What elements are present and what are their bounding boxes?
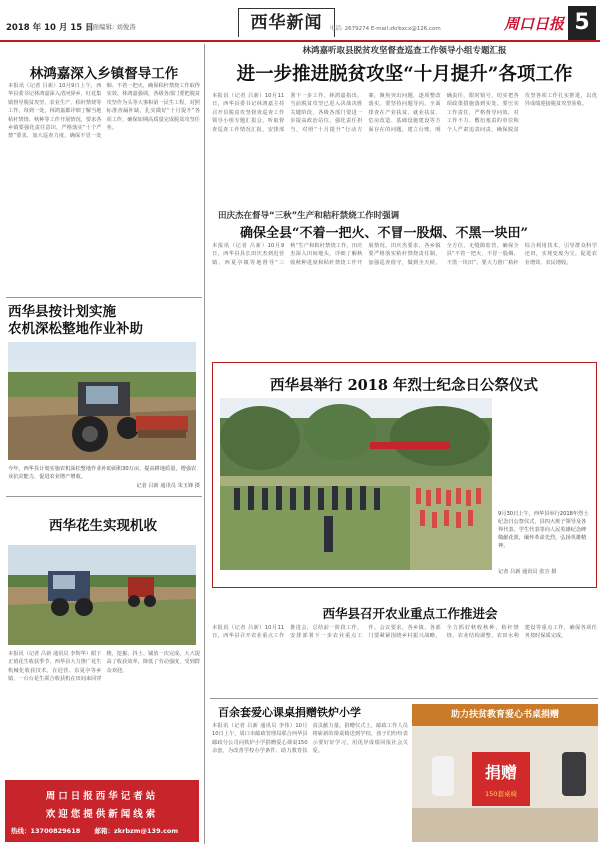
page-number: 5 [568,6,596,40]
article-title-agri-meeting: 西华县召开农业重点工作推进会 [322,606,498,621]
article-body-desk-donation: 本报讯（记者 吕新 通讯员 李伟）10月10日上午，周口市邮政管理局联合西华县邮政分公司向铁炉小学捐赠爱心课桌150余套，为改善学校办学条件、助力教育扶贫贡献力量。捐赠仪式上，邮政工作人员将崭新的课桌椅送到学校，孩子们纷纷表示要好好学习，用优异成绩回报社会关爱。 [212,723,408,755]
article-title-desk-donation: 百余套爱心课桌捐赠铁炉小学 [218,706,361,719]
article-body-lin-inspection: 本报讯（记者 吕新）10月9日上午，西华县委书记林鸿嘉深入清河驿乡、红花集镇督导脱贫攻坚、农业生产、秸秆禁烧等工作。每到一处，林鸿嘉都详细了解当地秸秆禁烧、秋种等工作开展情况，要求各乡镇要强化责任意识，严格落实“十个严禁”要求，加大巡查力度，确保不冒一处烟、不着一把火，确保秸秆禁烧工作取得实效。林鸿嘉强调，各级各部门要把脱贫攻坚作为头等大事和第一民生工程，对照标准查漏补缺，扎实做好“十月提升”各项工作，确保如期高质量完成脱贫攻坚任务。 [8,83,200,140]
donation-banner: 助力扶贫教育爱心书桌捐赠 [412,704,598,726]
article-title-peanut-harvest: 西华花生实现机收 [49,518,157,534]
article-body-agri-meeting: 本报讯（记者 吕新）10月11日，西华县召开农业重点工作推进会，总结前一阶段工作，安排部署下一步农业重点工作。会议要求，各乡镇、各部门要紧紧围绕乡村振兴战略，全力抓好秋收秋种、秸秆禁烧、农业结构调整、农田水利建设等重点工作，确保各项任务按时保质完成。 [212,625,597,640]
tractor-photo-credit: 记者 吕新 通讯员 朱玉锋 摄 [136,483,200,489]
article-body-straw-ban: 本报讯（记者 吕新）10月9日，西华县县长田庆杰到迟营镇、西夏亭镇等地督导“三秋”生产和秸秆禁烧工作。田庆杰深入田间地头，详细了解秋收秋种进度和秸秆禁烧工作开展情况。田庆杰要求，各乡镇要严格落实秸秆禁烧责任制，加强巡查值守，做到全天候、全方位、无缝隙监管，确保全县“不着一把火、不冒一股烟、不黑一块田”。要大力推广秸秆综合利用技术，引导群众科学还田，实现变废为宝，促进农业增效、农民增收。 [212,243,597,266]
article-kicker-straw-ban: 田庆杰在督导“三秋”生产和秸秆禁烧工作时强调 [218,211,400,221]
divider [6,297,202,298]
person-left [432,756,454,796]
donation-sign-title: 捐赠 [484,763,517,782]
news-tip-banner [5,780,199,842]
hotline-label: 热线： [11,827,31,835]
article-kicker-poverty: 林鸿嘉听取县脱贫攻坚督查巡查工作领导小组专题汇报 [302,46,507,56]
ceremony-caption: 9月30日上午，西华县举行2018年烈士纪念日公祭仪式，县四大班子领导及各界代表、学生代表等向人民英雄纪念碑敬献花篮，缅怀革命先烈，弘扬英雄精神。 [498,511,589,549]
photo-floor [412,808,598,842]
ceremony-credit: 记者 吕新 通讯员 张宣 摄 [498,569,557,575]
article-body-poverty: 本报讯（记者 吕新）10月11日，西华县委书记林鸿嘉主持召开县脱贫攻坚督查巡查工作领导小组专题汇报会，听取督查巡查工作情况汇报，安排部署下一步工作。林鸿嘉指出，当前脱贫攻坚已进入决战决胜关键阶段，各级各部门要进一步提高政治站位，强化责任担当，对照“十月提升”行动方案，聚焦突出问题，逐项整改落实。要坚持问题导向，全面排查在产业扶贫、就业扶贫、危房改造、基础设施建设等方面存在的问题，建立台账，明确责任，限时销号，切实把各项政策措施落到实处。要压实工作责任，严格督导问效，对工作不力、敷衍塞责的单位和个人严肃追责问责，确保脱贫攻坚各项工作扎实推进，以优异成绩迎接脱贫攻坚验收。 [212,93,597,133]
person-right [562,752,586,796]
donation-photo [412,704,598,842]
ceremony-photo [220,398,492,570]
email-address: zkrbzm@139.com [114,827,179,835]
article-title-martyr-day: 西华县举行 2018 年烈士纪念日公祭仪式 [270,377,538,394]
article-body-peanut-harvest: 本报讯（记者 吕新 通讯员 李辉华）眼下正值花生收获季节，西华县大力推广花生机械化收获技术，在迟营、东夏亭等乡镇，一台台花生联合收获机在田间来回穿梭，挖掘、抖土、铺放一次完成，大大提高了收获效率，降低了劳动强度，受到群众欢迎。 [8,651,200,683]
divider [6,496,202,497]
banner-line-1: 周口日报西华记者站 [45,791,159,802]
divider [210,698,598,699]
article-title-deep-tillage: 西华县按计划实施 农机深松整地作业补助 [8,304,143,337]
page-editor: 版面编辑: 刘俊涛 [86,23,136,31]
donation-sign-sub: 150套桌椅 [485,790,517,798]
article-title-lin-inspection: 林鸿嘉深入乡镇督导工作 [29,66,179,82]
donation-sign [472,752,530,806]
tractor-photo-caption: 今年，西华县计划实施农机深松整地作业补助面积30万亩，提高耕地质量，增强农业抗灾能力，促进农业增产增收。 [8,466,197,480]
tractor-field-photo [8,342,196,460]
column-divider [204,44,205,844]
hotline-number: 13700829618 [30,827,81,835]
email-label: 邮箱： [94,827,115,835]
contact-info: 电话: 2679274 E-mail:zkrbxcx@126.com [330,26,441,32]
article-title-straw-ban: 确保全县“不着一把火、不冒一股烟、不黑一块田” [240,226,528,241]
peanut-harvester-photo [8,545,196,645]
banner-line-2: 欢迎您提供新闻线索 [45,809,159,820]
article-title-poverty: 进一步推进脱贫攻坚“十月提升”各项工作 [236,64,573,85]
section-title: 西华新闻 [238,8,335,37]
issue-date: 2018 年 10 月 15 日 [6,23,94,33]
newspaper-logo: 周口日报 [504,15,565,33]
